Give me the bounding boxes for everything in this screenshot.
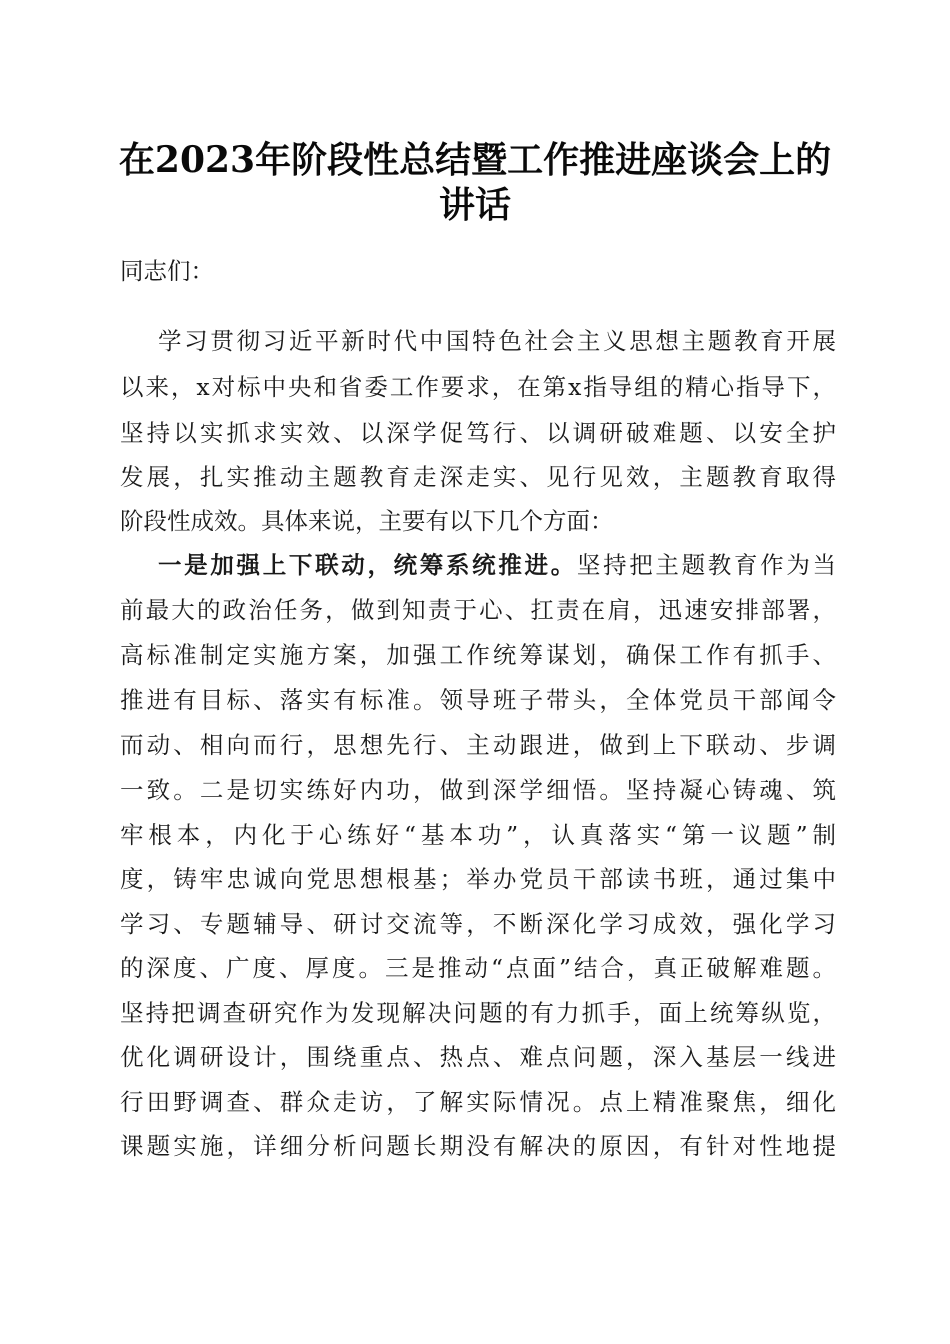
paragraph-1-line: 学习贯彻习近平新时代中国特色社会主义思想主题教育开展 (158, 327, 836, 355)
paragraph-2-first-line-rest: 坚持把主题教育作为当 (576, 551, 837, 579)
paragraph-2-heading: 一是加强上下联动，统筹系统推进。 (158, 551, 577, 579)
paragraph-1-line: 以来，x对标中央和省委工作要求，在第x指导组的精心指导下， (120, 373, 836, 401)
paragraph-2-line: 一致。二是切实练好内功，做到深学细悟。坚持凝心铸魂、筑 (120, 776, 836, 804)
paragraph-2-line: 高标准制定实施方案，加强工作统筹谋划，确保工作有抓手、 (120, 641, 836, 669)
salutation: 同志们： (120, 257, 214, 285)
paragraph-2-line: 行田野调查、群众走访，了解实际情况。点上精准聚焦，细化 (120, 1088, 836, 1116)
document-title-line-1: 在2023年阶段性总结暨工作推进座谈会上的 (118, 139, 832, 181)
paragraph-2-line: 度，铸牢忠诚向党思想根基；举办党员干部读书班，通过集中 (120, 865, 836, 893)
paragraph-2-line: 推进有目标、落实有标准。领导班子带头，全体党员干部闻令 (120, 686, 836, 714)
paragraph-2-line: 牢根本，内化于心练好“基本功”，认真落实“第一议题”制 (120, 821, 836, 849)
paragraph-2-line: 的深度、广度、厚度。三是推动“点面”结合，真正破解难题。 (120, 954, 836, 982)
paragraph-1-line: 发展，扎实推动主题教育走深走实、见行见效，主题教育取得 (120, 463, 836, 491)
paragraph-2-line: 优化调研设计，围绕重点、热点、难点问题，深入基层一线进 (120, 1043, 836, 1071)
paragraph-1-line: 坚持以实抓求实效、以深学促笃行、以调研破难题、以安全护 (120, 419, 836, 447)
paragraph-2-line: 学习、专题辅导、研讨交流等，不断深化学习成效，强化学习 (120, 910, 836, 938)
paragraph-2-line: 前最大的政治任务，做到知责于心、扛责在肩，迅速安排部署， (120, 596, 836, 624)
paragraph-1-line: 阶段性成效。具体来说，主要有以下几个方面： (120, 507, 614, 535)
paragraph-2-first-line (158, 550, 836, 580)
paragraph-2-line: 而动、相向而行，思想先行、主动跟进，做到上下联动、步调 (120, 731, 836, 759)
paragraph-2-line: 坚持把调查研究作为发现解决问题的有力抓手，面上统筹纵览， (120, 999, 836, 1027)
document-title-line-2: 讲话 (438, 184, 511, 226)
paragraph-2-line: 课题实施，详细分析问题长期没有解决的原因，有针对性地提 (120, 1132, 836, 1160)
